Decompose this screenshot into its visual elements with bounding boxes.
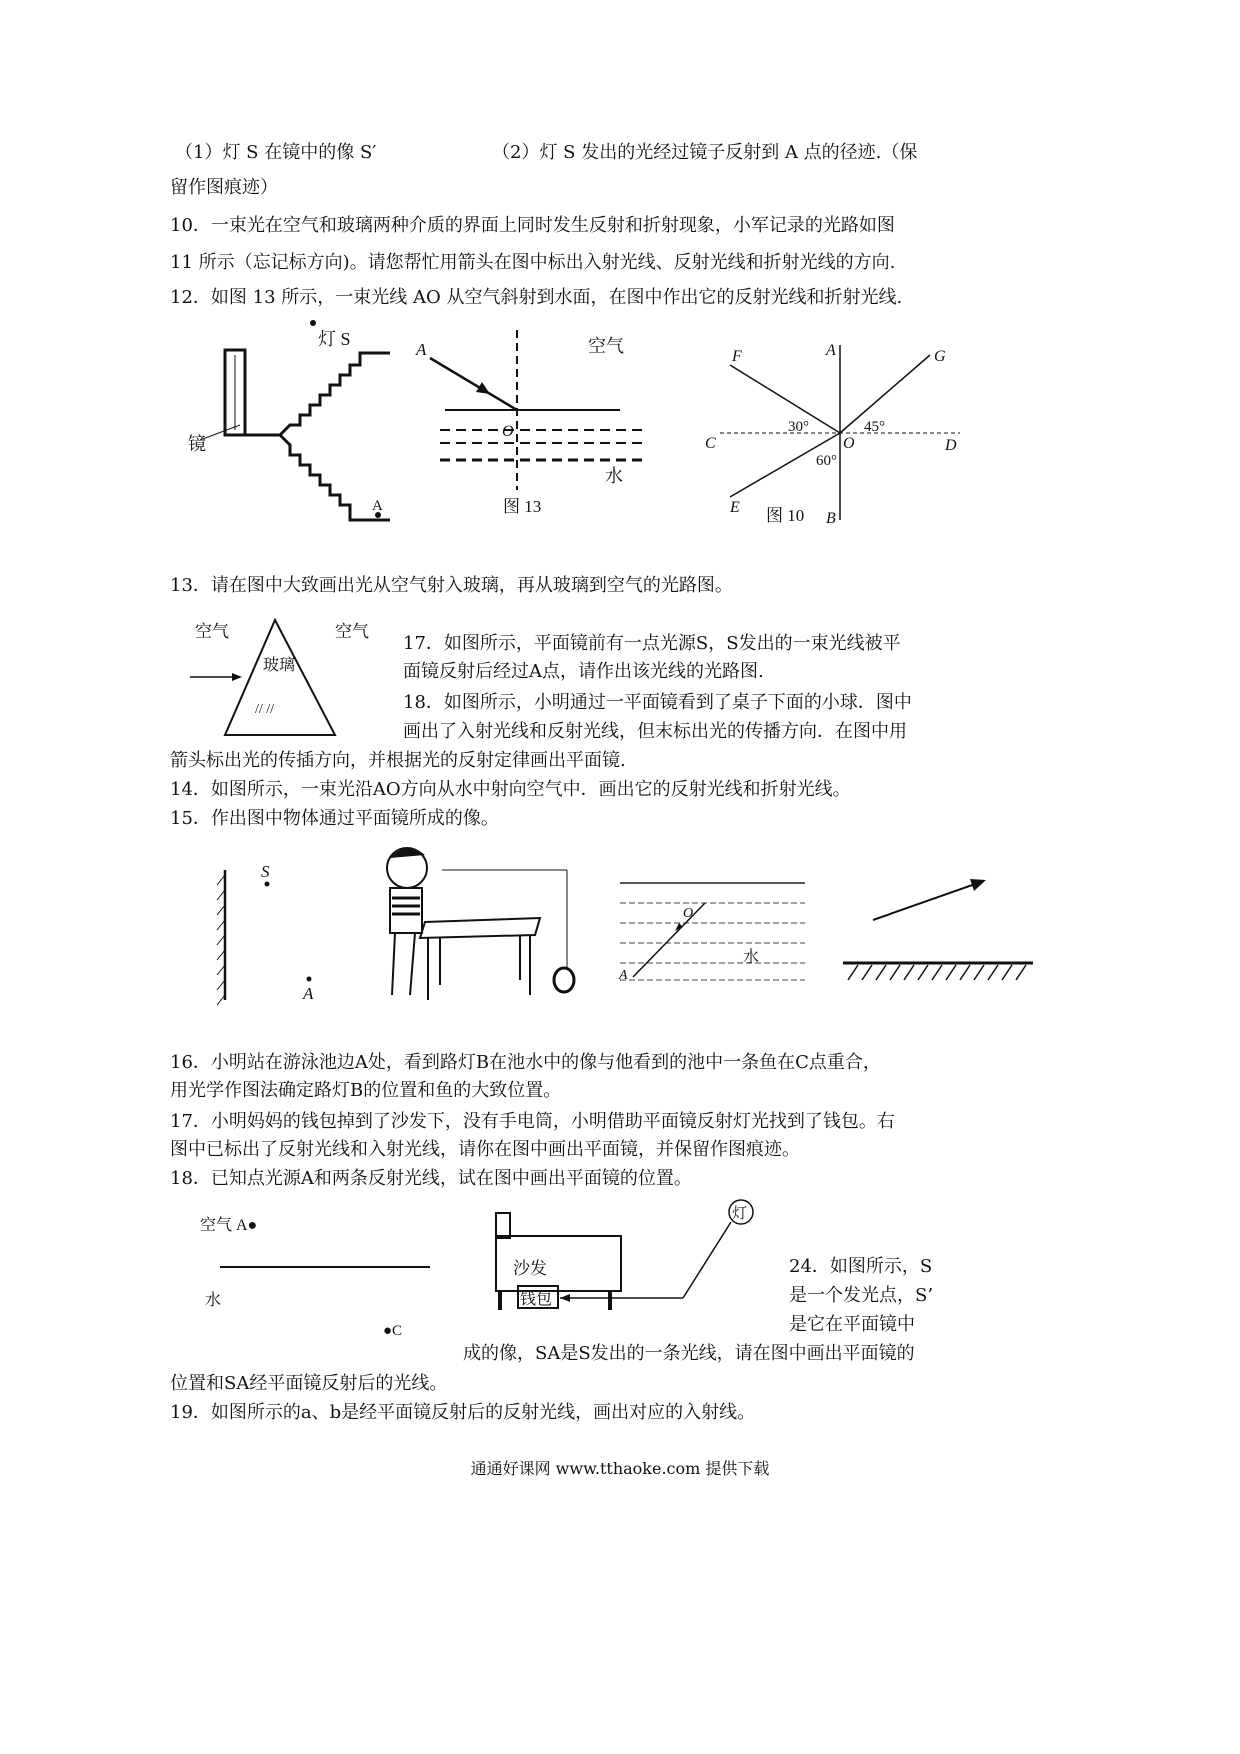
figure-ray-ground (838, 865, 1038, 985)
q24-line3: 是它在平面镜中 (789, 1314, 915, 1335)
q18b-text: 18．已知点光源A和两条反射光线，试在图中画出平面镜的位置。 (170, 1168, 692, 1189)
q24-line2: 是一个发光点，S’ (789, 1285, 934, 1306)
label-s: S (261, 862, 270, 881)
label-f: F (732, 348, 742, 365)
q10-line2: 11 所示（忘记标方向)。请您帮忙用箭头在图中标出入射光线、反射光线和折射光线的方向. (170, 252, 896, 273)
label-air-right: 空气 (335, 622, 369, 641)
angle-30: 30° (788, 419, 809, 435)
label-glass: 玻璃 (263, 657, 296, 674)
label-a: A (416, 340, 427, 359)
q15-text: 15．作出图中物体通过平面镜所成的像。 (170, 808, 499, 829)
label-water: 水 (205, 1292, 222, 1309)
label-c: ●C (383, 1323, 403, 1339)
page-footer: 通通好课网 www.tthaoke.com 提供下载 (470, 1459, 770, 1478)
figure-stairs-mirror (180, 315, 410, 535)
label-d: D (945, 437, 957, 454)
q17b-line2: 图中已标出了反射光线和入射光线，请你在图中画出平面镜，并保留作图痕迹。 (170, 1139, 800, 1160)
q24-line5: 位置和SA经平面镜反射后的光线。 (170, 1373, 448, 1394)
figure-pool (195, 1205, 445, 1345)
q18-line2: 画出了入射光线和反射光线，但末标出光的传播方向．在图中用 (403, 721, 907, 742)
figure-sofa (488, 1198, 768, 1323)
point-a-label: A (372, 498, 383, 514)
label-o: O (843, 435, 855, 452)
label-air: 空气 (588, 336, 624, 356)
q16-line2: 用光学作图法确定路灯B的位置和鱼的大致位置。 (170, 1080, 562, 1101)
figure-boy-table-ball (380, 840, 580, 1005)
label-a: A (619, 968, 628, 983)
figure-prism (190, 615, 385, 745)
label-o: O (683, 906, 694, 921)
q12-text: 12．如图 13 所示，一束光线 AO 从空气斜射到水面，在图中作出它的反射光线和折射光线. (170, 287, 903, 308)
lamp-label: 灯 S (318, 329, 351, 349)
label-air-left: 空气 (195, 622, 229, 641)
figure-mirror-s-a (205, 855, 325, 1010)
label-e: E (730, 499, 740, 516)
q13-text: 13．请在图中大致画出光从空气射入玻璃，再从玻璃到空气的光路图。 (170, 575, 733, 596)
label-wallet: 钱包 (520, 1291, 553, 1308)
glass-hatch: // // (255, 702, 275, 717)
q9-part2: （2）灯 S 发出的光经过镜子反射到 A 点的径迹.（保 (492, 142, 918, 163)
q9-cont: 留作图痕迹） (170, 177, 278, 198)
q17b-line1: 17．小明妈妈的钱包掉到了沙发下，没有手电筒，小明借助平面镜反射灯光找到了钱包。右 (170, 1111, 895, 1132)
figure-caption: 图 10 (766, 506, 805, 525)
q24-line1: 24．如图所示，S (789, 1256, 933, 1277)
figure-13 (410, 320, 660, 520)
angle-45: 45° (864, 419, 885, 435)
label-a: A (826, 342, 836, 359)
figure-10 (700, 335, 980, 530)
label-a: A (303, 984, 314, 1003)
q16-line1: 16．小明站在游泳池边A处，看到路灯B在池水中的像与他看到的池中一条鱼在C点重合， (170, 1052, 881, 1073)
label-water: 水 (743, 949, 760, 966)
figure-water-ao (615, 875, 810, 985)
q18-line1: 18．如图所示，小明通过一平面镜看到了桌子下面的小球．图中 (403, 692, 912, 713)
label-b: B (826, 510, 836, 527)
label-g: G (934, 348, 946, 365)
q18-line3: 箭头标出光的传插方向，并根据光的反射定律画出平面镜. (170, 750, 626, 771)
label-c: C (705, 435, 716, 452)
figure-caption: 图 13 (503, 497, 542, 516)
q14-text: 14．如图所示，一束光沿AO方向从水中射向空气中．画出它的反射光线和折射光线。 (170, 779, 851, 800)
angle-60: 60° (816, 453, 837, 469)
q19-text: 19．如图所示的a、b是经平面镜反射后的反射光线，画出对应的入射线。 (170, 1402, 756, 1423)
label-water: 水 (605, 466, 623, 486)
label-lamp: 灯 (732, 1206, 748, 1222)
label-air-a: 空气 A● (200, 1217, 258, 1234)
q24-line4: 成的像，SA是S发出的一条光线，请在图中画出平面镜的 (463, 1343, 915, 1364)
mirror-label: 镜 (188, 434, 206, 454)
label-o: O (502, 423, 514, 440)
q17-line2: 面镜反射后经过A点，请作出该光线的光路图. (403, 661, 764, 682)
q9-part1: （1）灯 S 在镜中的像 S′ (175, 142, 377, 163)
label-sofa: 沙发 (513, 1259, 547, 1278)
q10-line1: 10．一束光在空气和玻璃两种介质的界面上同时发生反射和折射现象，小军记录的光路如图 (170, 215, 895, 236)
q17-line1: 17．如图所示，平面镜前有一点光源S，S发出的一束光线被平 (403, 633, 901, 654)
